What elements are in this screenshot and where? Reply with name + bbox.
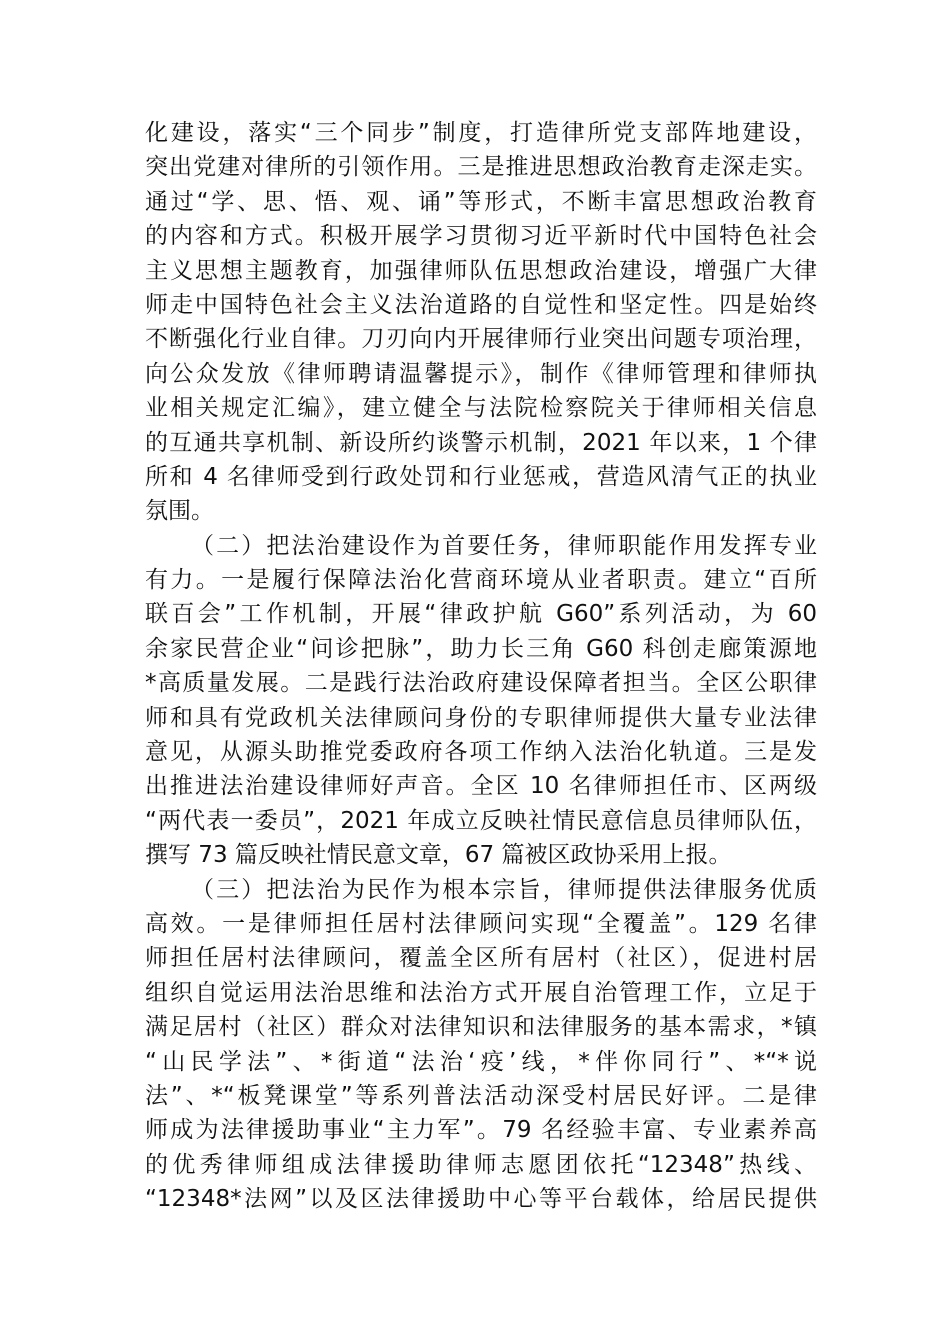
text-line: 主义思想主题教育，加强律师队伍思想政治建设，增强广大律 xyxy=(145,257,817,284)
text-line: 意见，从源头助推党委政府各项工作纳入法治化轨道。三是发 xyxy=(145,739,817,766)
text-line: 师担任居村法律顾问，覆盖全区所有居村（社区），促进村居 xyxy=(145,945,817,972)
text-line: “两代表一委员”，2021 年成立反映社情民意信息员律师队伍， xyxy=(145,807,817,834)
text-line: 的互通共享机制、新设所约谈警示机制，2021 年以来，1 个律 xyxy=(145,429,817,456)
text-line: 联百会”工作机制，开展“律政护航 G60”系列活动，为 60 xyxy=(145,601,817,628)
text-line: 业相关规定汇编》，建立健全与法院检察院关于律师相关信息 xyxy=(145,395,817,422)
body-text xyxy=(145,116,817,1217)
text-line: 组织自觉运用法治思维和法治方式开展自治管理工作，立足于 xyxy=(145,979,817,1006)
text-line: 的内容和方式。积极开展学习贯彻习近平新时代中国特色社会 xyxy=(145,223,817,250)
text-line: 师和具有党政机关法律顾问身份的专职律师提供大量专业法律 xyxy=(145,704,817,731)
text-line: 通过“学、思、悟、观、诵”等形式，不断丰富思想政治教育 xyxy=(145,188,817,215)
text-line: 高效。一是律师担任居村法律顾问实现“全覆盖”。129 名律 xyxy=(145,910,817,937)
text-line: 法”、*“板凳课堂”等系列普法活动深受村居民好评。二是律 xyxy=(145,1082,817,1109)
text-line: 撰写 73 篇反映社情民意文章，67 篇被区政协采用上报。 xyxy=(145,842,732,869)
text-line: 的优秀律师组成法律援助律师志愿团依托“12348”热线、 xyxy=(145,1151,817,1178)
text-line: 不断强化行业自律。刀刃向内开展律师行业突出问题专项治理， xyxy=(145,326,817,353)
text-line: 出推进法治建设律师好声音。全区 10 名律师担任市、区两级 xyxy=(145,773,817,800)
text-line: 氛围。 xyxy=(145,498,214,525)
text-line: 突出党建对律所的引领作用。三是推进思想政治教育走深走实。 xyxy=(145,154,817,181)
text-line: 师走中国特色社会主义法治道路的自觉性和坚定性。四是始终 xyxy=(145,291,817,318)
paragraph-heading-line: （三）把法治为民作为根本宗旨，律师提供法律服务优质 xyxy=(191,876,817,903)
text-line: 满足居村（社区）群众对法律知识和法律服务的基本需求，*镇 xyxy=(145,1014,817,1041)
text-line: “山民学法”、*街道“法治‘疫’线，*伴你同行”、*“*说 xyxy=(145,1048,817,1075)
text-line: “12348*法网”以及区法律援助中心等平台载体，给居民提供 xyxy=(145,1186,817,1213)
text-line: 所和 4 名律师受到行政处罚和行业惩戒，营造风清气正的执业 xyxy=(145,463,817,490)
text-line: 师成为法律援助事业“主力军”。79 名经验丰富、专业素养高 xyxy=(145,1117,817,1144)
text-line: 余家民营企业“问诊把脉”，助力长三角 G60 科创走廊策源地 xyxy=(145,635,817,662)
text-line: 有力。一是履行保障法治化营商环境从业者职责。建立“百所 xyxy=(145,567,817,594)
text-line: 化建设，落实“三个同步”制度，打造律所党支部阵地建设， xyxy=(145,120,817,146)
text-line: 向公众发放《律师聘请温馨提示》，制作《律师管理和律师执 xyxy=(145,360,817,387)
paragraph-heading-line: （二）把法治建设作为首要任务，律师职能作用发挥专业 xyxy=(191,532,817,559)
text-line: *高质量发展。二是践行法治政府建设保障者担当。全区公职律 xyxy=(145,670,817,697)
